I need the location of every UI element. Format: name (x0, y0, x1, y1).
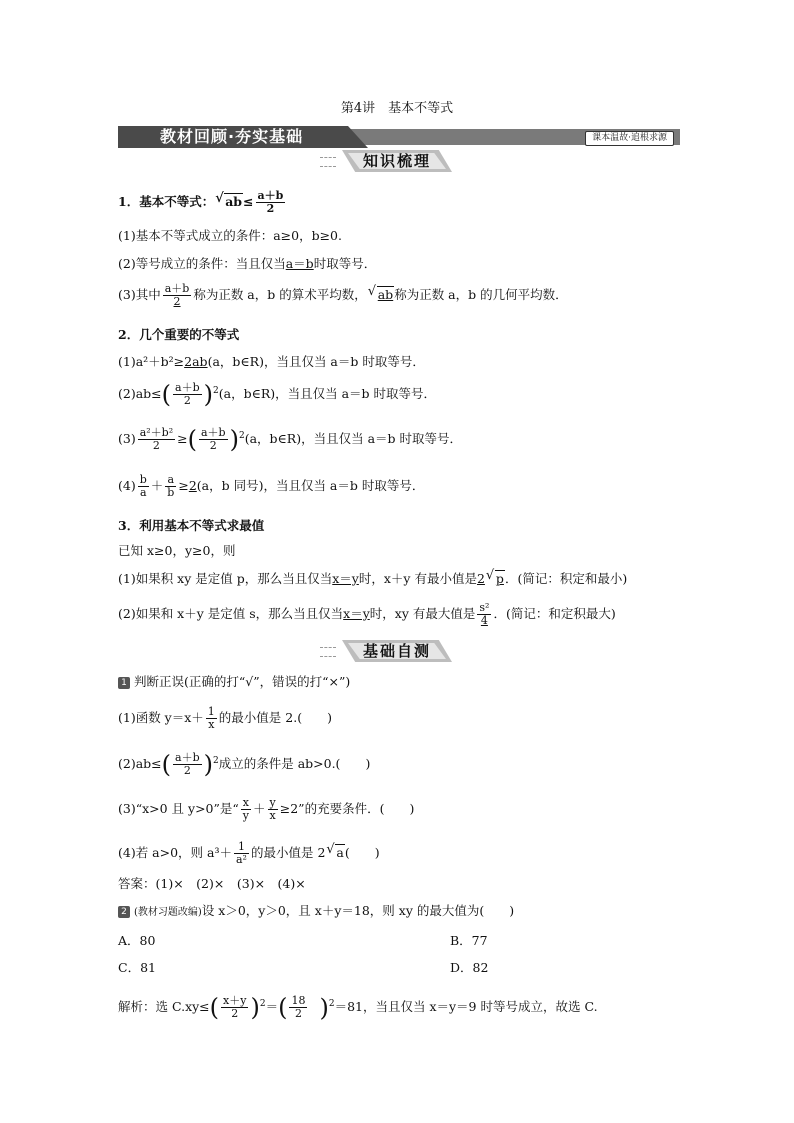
k1-cond1: (1)基本不等式成立的条件：a≥0，b≥0. (118, 228, 342, 243)
q1-badge: 1 (118, 677, 130, 689)
leaf-decoration-icon (320, 157, 336, 167)
q2-option-a: A．80 (118, 933, 156, 948)
k2-item1: (1)a²＋b²≥2ab(a，b∈R)，当且仅当 a＝b 时取等号． (118, 354, 425, 369)
k1-cond3: (3)其中 $\frac{a+b}{2}$ 称为正数 a，b 的算术平均数，√ ab称为正数 a，b 的几何平均数． (118, 283, 568, 308)
page: 第4讲 基本不等式 教材回顾·夯实基础 课本温故·追根求源 知识梳理 1．基本不等式：√ ab≤ $\frac{a+b}{2}$ (1)基本不等式成立的条件：a≥0，b≥0. (2)等号成立的条件：当且仅当a＝b时取等号． (3)其中 $\frac{a+b}{2}$ 称为正数 a，b 的算术平均数，√ ab称为正数 a，b 的几何平均数． 2．几个重要的不等式 (1)a²＋b²≥2ab(a，b∈R)，当且仅当 a＝b 时取等号． (2)ab≤( $\frac{a+b}{2}$ )$^2$(a，b∈R)，当且仅当 a＝b 时取等号． (3) $\frac{\text{a²＋b²}}{2}$ ≥( $\frac{a+b}{2}$ )$^2$(a，b∈R)，当且仅当 a＝b 时取等号． (4) $\frac{b}{a}$ ＋ $\frac{a}{b}$ ≥2(a，b 同号)，当且仅当 a＝b 时取等号． 3．利用基本不等式求最值 已知 x≥0，y≥0，则 (1)如果积 xy 是定值 p，那么当且仅当x＝y时，x＋y 有最小值是2√ p．(简记：积定和最小) (2)如果和 x＋y 是定值 s，那么当且仅当x＝y时，xy 有最大值是 $\frac{\text{s²}}{4}$ ．(简记：和定积最大) 基础自测 1 判断正误(正确的打“√”，错误的打“×”) (1)函数 y＝x＋ $\frac{1}{x}$ 的最小值是 2.( ) (2)ab≤( $\frac{a+b}{2}$ )$^2$成立的条件是 ab>0.( ) (3)“x>0 且 y>0”是“ $\frac{x}{y}$ ＋ $\frac{y}{x}$ ≥2”的充要条件．( ) (4)若 a>0，则 a³＋ $\frac{1}{\text{a²}}$ 的最小值是 2√ a( ) 答案：(1)× (2)× (3)× (4)× 2 (教材习题改编)设 x＞0，y＞0，且 x＋y＝18，则 xy 的最大值为( ) A．80 B．77 C．81 D．82 解析：选 C.xy≤( $\frac{x+y}{2}$ )$^2$＝( $\frac{18}{2}$ )$^2$＝81，当且仅当 x＝y＝9 时等号成立，故选 C. (0, 0, 794, 1123)
k1-cond2: (2)等号成立的条件：当且仅当a＝b时取等号． (118, 256, 377, 271)
banner-tag: 课本温故·追根求源 (585, 131, 674, 146)
q1-d: (4)若 a>0，则 a³＋ $\frac{1}{\text{a²}}$ 的最小值是 2√ a( ) (118, 841, 380, 866)
k3-given: 已知 x≥0，y≥0，则 (118, 543, 236, 558)
q1-a: (1)函数 y＝x＋ $\frac{1}{x}$ 的最小值是 2.( ) (118, 705, 332, 731)
q1-head: 1 判断正误(正确的打“√”，错误的打“×”) (118, 674, 350, 690)
q1-c: (3)“x>0 且 y>0”是“ $\frac{x}{y}$ ＋ $\frac{y}{x}$ ≥2”的充要条件．( ) (118, 796, 415, 822)
q2-solution: 解析：选 C.xy≤( $\frac{x+y}{2}$ )$^2$＝( $\frac{18}{2}$ )$^2$＝81，当且仅当 x＝y＝9 时等号成立，故选 C. (118, 993, 598, 1022)
q1-answer: 答案：(1)× (2)× (3)× (4)× (118, 876, 306, 891)
banner-title: 教材回顾·夯实基础 (160, 127, 304, 146)
q2-option-d: D．82 (450, 960, 489, 975)
q2-badge: 2 (118, 906, 130, 918)
k3-head: 3．利用基本不等式求最值 (118, 518, 265, 533)
k2-item3: (3) $\frac{\text{a²＋b²}}{2}$ ≥( $\frac{a+b}{2}$ )$^2$(a，b∈R)，当且仅当 a＝b 时取等号． (118, 425, 462, 454)
q2-option-c: C．81 (118, 960, 156, 975)
k3-item2: (2)如果和 x＋y 是定值 s，那么当且仅当x＝y时，xy 有最大值是 $\frac{\text{s²}}{4}$ ．(简记：和定积最大) (118, 601, 616, 627)
k1-head: 1．基本不等式：√ ab≤ $\frac{a+b}{2}$ (118, 190, 287, 215)
k3-item1: (1)如果积 xy 是定值 p，那么当且仅当x＝y时，x＋y 有最小值是2√ p．(简记：积定和最小) (118, 570, 627, 587)
page-title: 第4讲 基本不等式 (340, 101, 454, 116)
k2-item4: (4) $\frac{b}{a}$ ＋ $\frac{a}{b}$ ≥2(a，b 同号)，当且仅当 a＝b 时取等号． (118, 473, 425, 499)
q1-b: (2)ab≤( $\frac{a+b}{2}$ )$^2$成立的条件是 ab>0.( ) (118, 750, 371, 779)
k2-head: 2．几个重要的不等式 (118, 327, 240, 342)
q2-stem: 2 (教材习题改编)设 x＞0，y＞0，且 x＋y＝18，则 xy 的最大值为( ) (118, 903, 514, 921)
leaf-decoration-icon (320, 647, 336, 657)
k2-item2: (2)ab≤( $\frac{a+b}{2}$ )$^2$(a，b∈R)，当且仅当 a＝b 时取等号． (118, 380, 437, 409)
section-banner (118, 126, 680, 148)
q2-option-b: B．77 (450, 933, 488, 948)
